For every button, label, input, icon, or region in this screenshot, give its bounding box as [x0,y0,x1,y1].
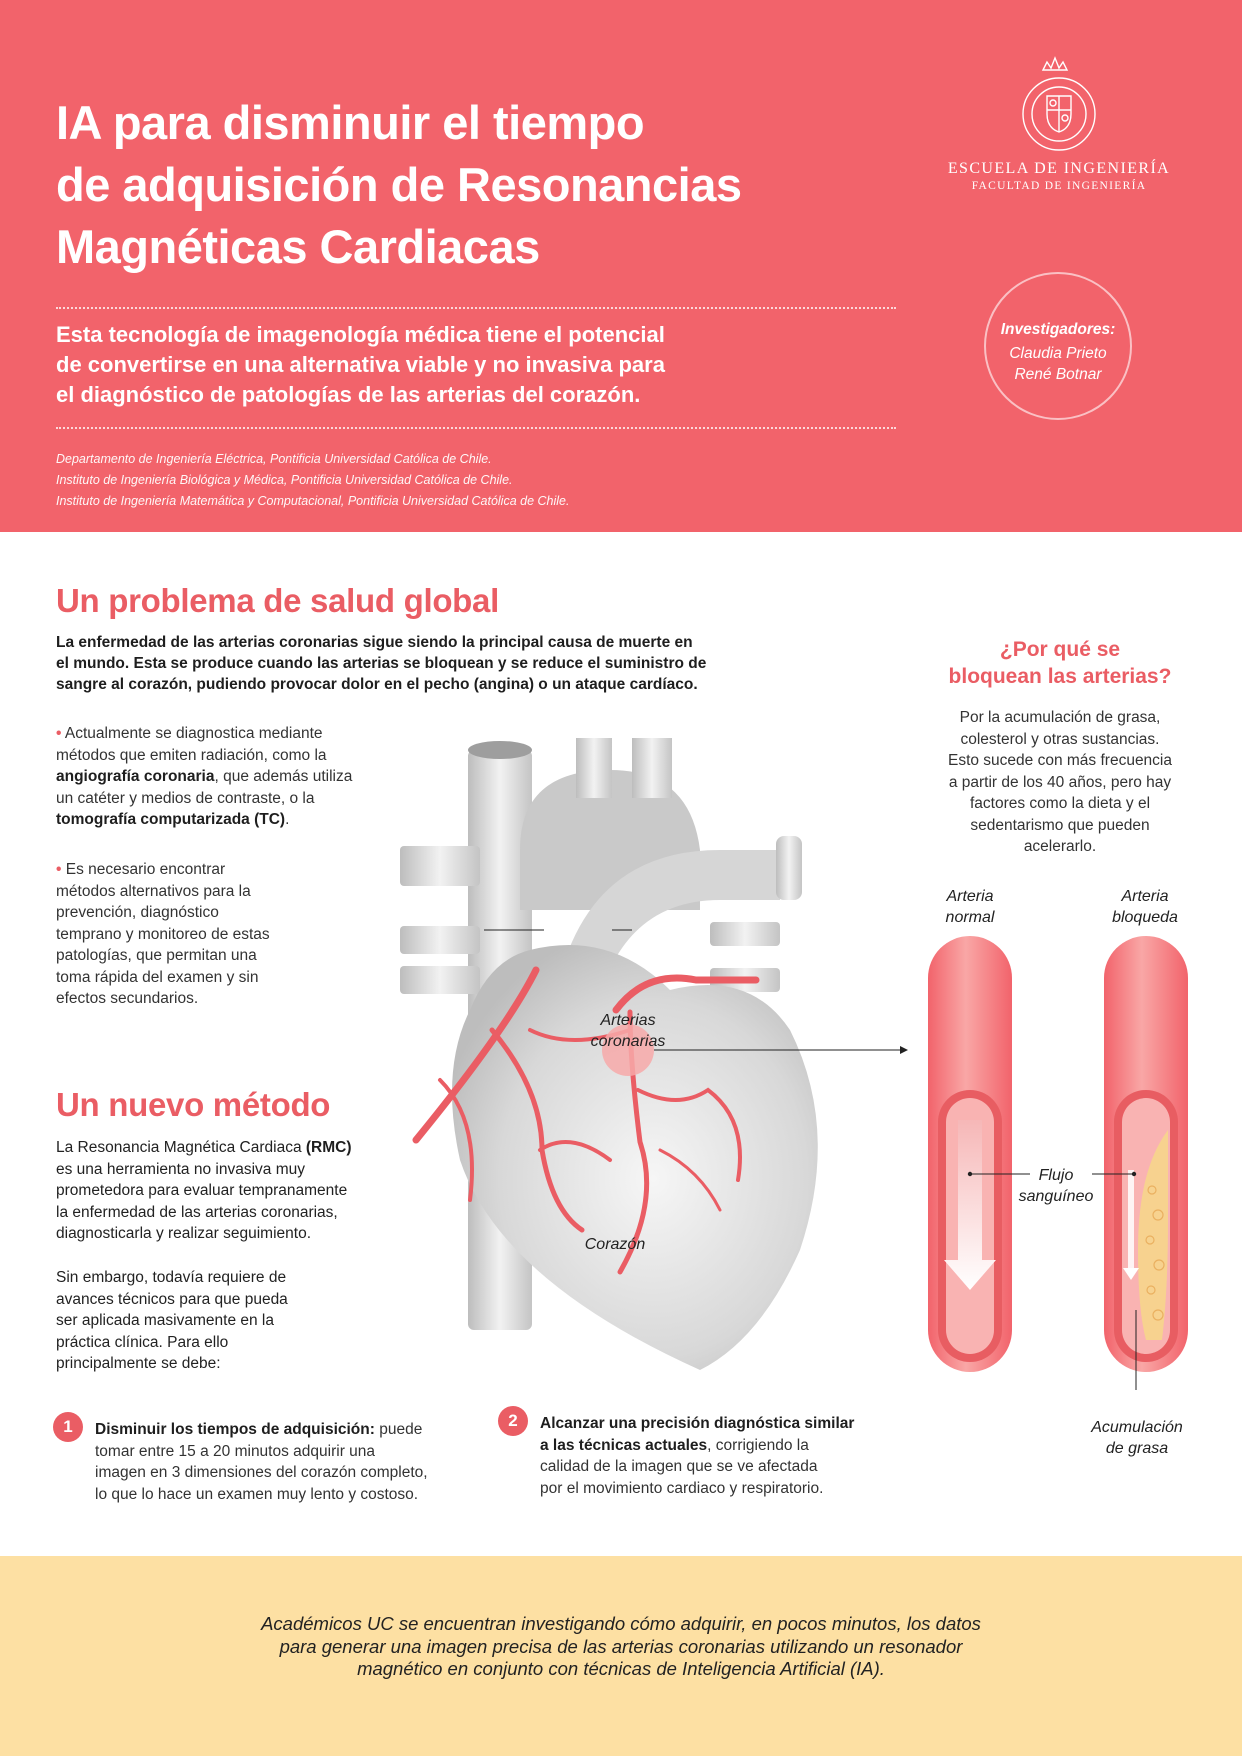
step-line: lo que lo hace un examen muy lento y costoso. [95,1485,419,1503]
method-paragraph-1 [56,1137,406,1245]
logo-subtitle: FACULTAD DE INGENIERÍA [971,180,1147,192]
university-logo [944,52,1174,192]
title-line: de adquisición de Resonancias [56,158,742,211]
step-line: puede [374,1421,423,1438]
vessel-opening [468,741,532,759]
method-line: Sin embargo, todavía requiere de [56,1269,287,1286]
footer-line: Académicos UC se encuentran investigando cómo adquirir, en pocos minutos, los datos [261,1613,981,1634]
pointer-dot [968,1172,972,1176]
title-line: Magnéticas Cardiacas [56,220,540,273]
bullet-alternatives [56,859,326,1010]
method-line: principalmente se debe: [56,1355,221,1372]
label-line: Arteria [1121,888,1169,905]
logo-name: ESCUELA DE INGENIERÍA [947,160,1171,177]
footer-banner [0,1556,1242,1756]
method-paragraph-2 [56,1267,406,1375]
method-heading: Un nuevo método [56,1086,331,1123]
flow-label [1010,1165,1102,1207]
vessel-branch [710,922,780,946]
pulmonary-branch [776,836,802,900]
step-2-text [540,1413,920,1499]
bullet-line: prevención, diagnóstico [56,904,219,921]
bold-term: a las técnicas actuales [540,1436,708,1454]
step-1-text [95,1419,495,1505]
why-heading-line: ¿Por qué se [999,638,1121,661]
problem-heading: Un problema de salud global [56,582,499,619]
label-line: coronarias [590,1033,666,1050]
why-line: Esto sucede con más frecuencia [947,752,1172,769]
normal-artery [928,936,1012,1372]
bullet-line: métodos que emiten radiación, como la [56,746,327,764]
bullet-line: Es necesario encontrar [65,861,226,878]
label-line: Arterias [600,1012,656,1029]
affiliations [56,449,816,512]
step-line: calidad de la imagen que se ve afectada [540,1458,818,1475]
investigator-name: Claudia Prieto [1009,345,1107,362]
bullet-line: patologías, que permitan una [56,947,257,964]
investigator-name: René Botnar [1014,366,1102,383]
bold-term: (RMC) [305,1139,352,1156]
footer-line: magnético en conjunto con técnicas de Inteligencia Artificial (IA). [357,1658,885,1679]
bullet-line: . [285,811,290,828]
footer-line: para generar una imagen precisa de las arterias coronarias utilizando un resonador [279,1635,963,1657]
vessel-branch [400,926,480,954]
affiliation: Departamento de Ingeniería Eléctrica, Pontificia Universidad Católica de Chile. [56,452,492,466]
why-line: colesterol y otras sustancias. [960,730,1160,748]
coronary-label [578,1010,678,1052]
bullet-dot: • [56,725,62,742]
why-line: factores como la dieta y el [969,795,1151,812]
subtitle [56,320,736,410]
investigators-circle [984,272,1132,420]
bold-term: tomografía computarizada (TC) [56,811,286,828]
affiliation: Instituto de Ingeniería Biológica y Médica, Pontificia Universidad Católica de Chile. [56,473,513,487]
university-seal-icon [1019,52,1099,152]
subtitle-line: de convertirse en una alternativa viable y no invasiva para [56,352,665,377]
label-line: bloqueda [1112,909,1178,926]
heart-label: Corazón [584,1236,646,1253]
method-line: avances técnicos para que pueda [56,1290,288,1308]
bold-term: Alcanzar una precisión diagnóstica similar [540,1415,855,1432]
divider [56,307,896,309]
method-line: práctica clínica. Para ello [56,1333,229,1351]
method-line: la enfermedad de las arterias coronarias, [56,1203,338,1221]
investigators-label: Investigadores: [1000,321,1116,338]
bullet-line: temprano y monitoreo de estas [56,925,270,943]
method-line: prometedora para evaluar tempranamente [56,1182,348,1199]
bullet-line: efectos secundarios. [56,990,199,1007]
blocked-artery-label [1075,886,1215,928]
lead-line: sangre al corazón, pudiendo provocar dolor en el pecho (angina) o un ataque cardíaco. [56,676,698,693]
why-heading-line: bloquean las arterias? [948,665,1172,688]
label-line: normal [945,909,995,926]
why-line: Por la acumulación de grasa, [959,709,1161,726]
bullet-diagnosis [56,723,396,831]
arteries-illustration [900,930,1220,1390]
step-number-2: 2 [498,1406,528,1436]
divider [56,427,896,429]
bullet-line: , que además utiliza [214,768,353,785]
vessel-branch [400,966,480,994]
subtitle-line: el diagnóstico de patologías de las arterias del corazón. [56,382,641,407]
label-line: sanguíneo [1018,1188,1094,1205]
method-line: diagnosticarla y realizar seguimiento. [56,1225,312,1242]
why-line: sedentarismo que pueden [970,816,1150,834]
affiliation: Instituto de Ingeniería Matemática y Computacional, Pontificia Universidad Católica de Chile. [56,494,570,508]
bold-term: angiografía coronaria [56,768,215,785]
step-line: , corrigiendo la [707,1436,809,1454]
why-line: a partir de los 40 años, pero hay [948,773,1172,791]
aortic-branch [576,738,612,798]
label-line: Acumulación [1091,1419,1183,1436]
bullet-line: toma rápida del examen y sin [56,968,259,986]
footer-text [140,1613,1102,1681]
bullet-line: métodos alternativos para la [56,882,251,900]
problem-lead [56,632,746,695]
aortic-branch [632,738,672,798]
title-line: IA para disminuir el tiempo [56,96,645,149]
header-banner [0,0,1242,532]
method-line: La Resonancia Magnética Cardiaca [56,1139,306,1156]
narrow-flow-arrow-icon [1128,1170,1134,1270]
blocked-artery [1104,936,1188,1372]
step-number-1: 1 [53,1412,83,1442]
label-line: Arteria [946,888,994,905]
pointer-dot [1132,1172,1136,1176]
why-text [920,707,1200,858]
lead-line: el mundo. Esta se produce cuando las arterias se bloquean y se reduce el suministro de [56,655,707,672]
bullet-line: un catéter y medios de contraste, o la [56,789,315,807]
bullet-dot: • [56,861,62,878]
step-line: por el movimiento cardiaco y respiratorio. [540,1479,824,1497]
step-line: tomar entre 15 a 20 minutos adquirir una [95,1442,376,1460]
label-line: de grasa [1105,1440,1169,1457]
why-line: acelerarlo. [1023,838,1097,855]
vessel-branch [400,846,480,886]
fat-label [1067,1417,1207,1459]
why-heading [920,636,1200,690]
method-line: ser aplicada masivamente en la [56,1312,274,1329]
subtitle-line: Esta tecnología de imagenología médica tiene el potencial [56,322,665,347]
page-title [56,92,896,278]
step-line: imagen en 3 dimensiones del corazón completo, [95,1464,428,1481]
method-line: es una herramienta no invasiva muy [56,1160,305,1178]
bold-term: Disminuir los tiempos de adquisición: [95,1421,375,1438]
normal-artery-label [900,886,1040,928]
label-line: Flujo [1038,1167,1074,1184]
bullet-line: Actualmente se diagnostica mediante [64,725,323,742]
lead-line: La enfermedad de las arterias coronarias sigue siendo la principal causa de muerte en [56,634,693,651]
